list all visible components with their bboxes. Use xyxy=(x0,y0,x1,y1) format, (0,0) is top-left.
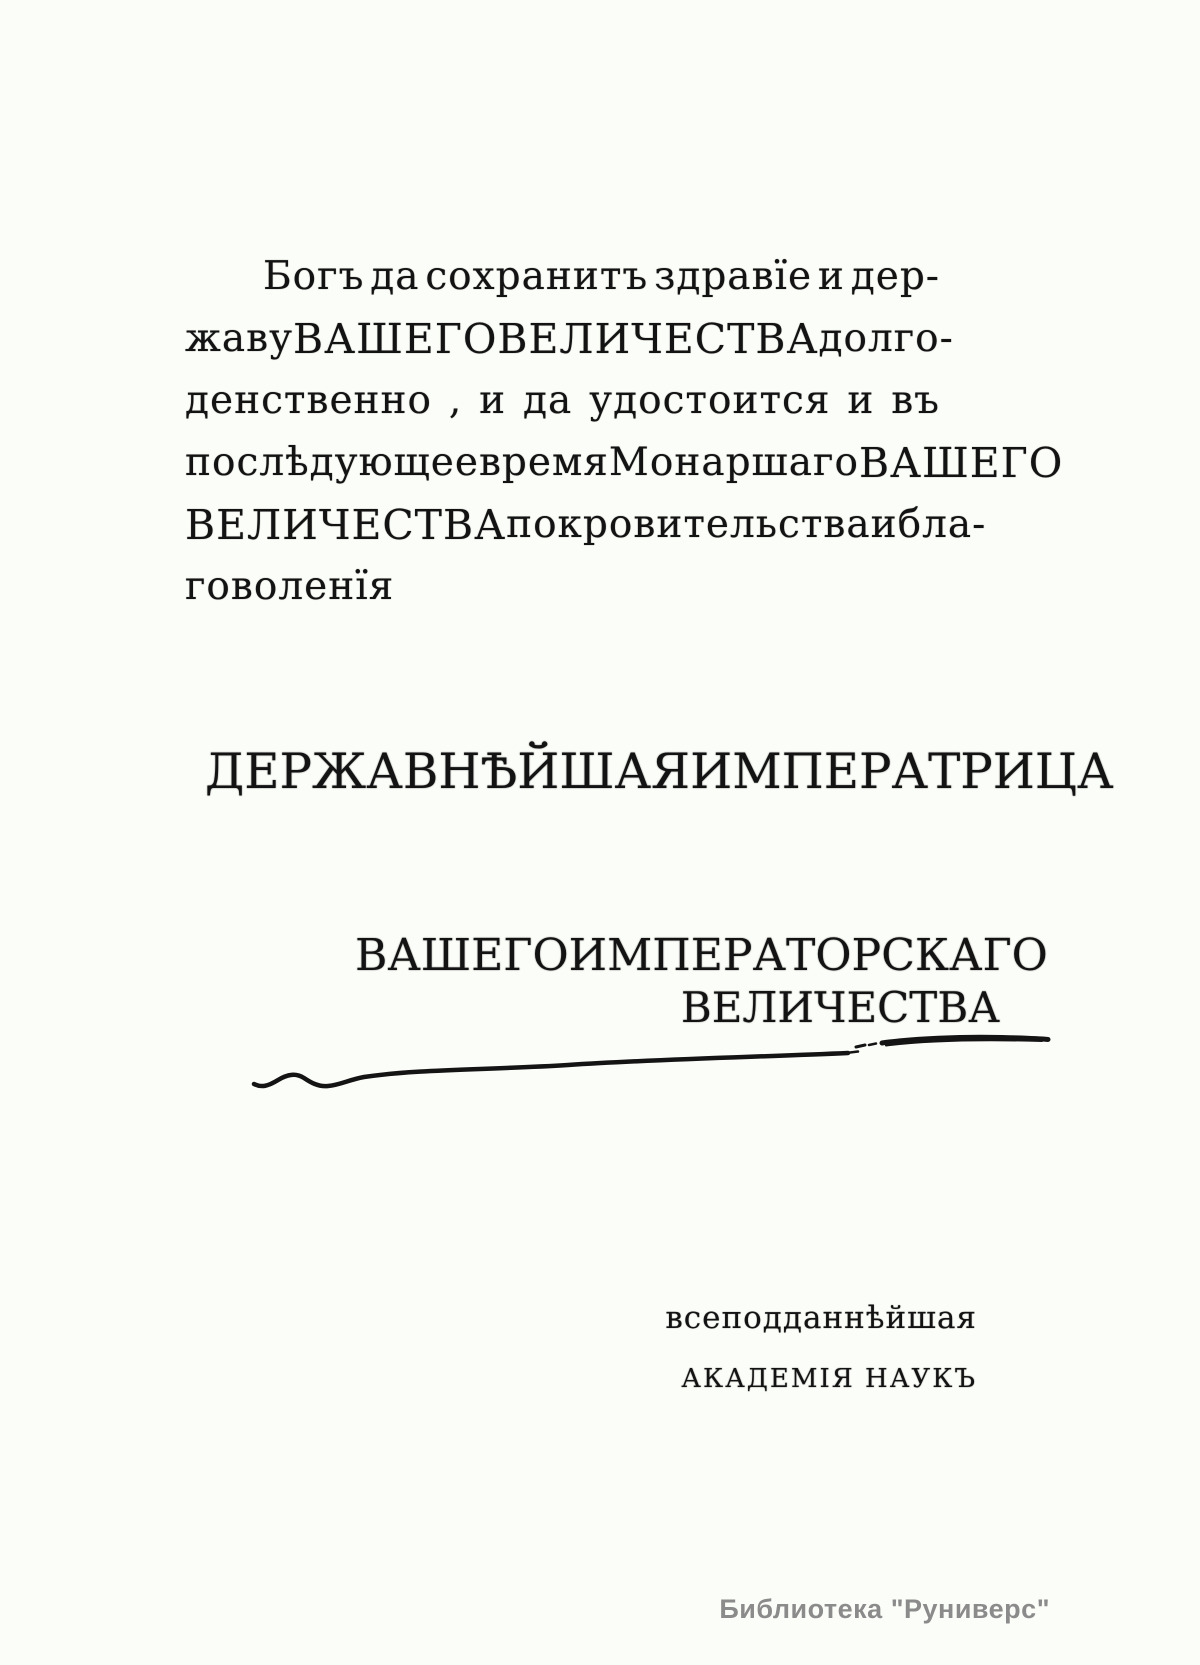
word: ДЕРЖАВНѢЙШАЯ xyxy=(205,744,691,800)
text-line xyxy=(185,432,1064,494)
text-line xyxy=(185,246,940,308)
dedication-paragraph xyxy=(185,246,1064,618)
signature-academy-line: АКАДЕМІЯ НАУКЪ xyxy=(681,1364,977,1394)
word: дер- xyxy=(850,254,940,299)
ink-flourish xyxy=(248,1042,868,1098)
word: Богъ xyxy=(263,254,365,299)
majesty-heading-line1 xyxy=(355,930,1048,982)
text-line xyxy=(185,370,940,432)
word: ВАШЕГО xyxy=(293,315,498,363)
signature-humble-line: всеподданнѣйшая xyxy=(665,1300,977,1336)
word: ИМПЕРАТОРСКАГО xyxy=(568,930,1048,981)
word: сохранитъ xyxy=(425,254,649,299)
word: ИМПЕРАТРИЦА xyxy=(690,744,1114,800)
word: да xyxy=(370,254,420,299)
word: бла- xyxy=(897,502,987,547)
word: , xyxy=(448,378,463,423)
empress-heading xyxy=(205,744,1114,800)
word: и xyxy=(870,502,898,547)
text-line xyxy=(185,308,954,370)
text-line xyxy=(205,744,1114,800)
word: денственно xyxy=(185,378,433,423)
word: удостоится xyxy=(589,378,831,423)
word: ВЕЛИЧЕСТВА xyxy=(497,315,819,363)
word: жаву xyxy=(185,316,294,361)
text-line xyxy=(185,494,987,556)
majesty-heading-line2: ВЕЛИЧЕСТВА xyxy=(680,983,1000,1032)
word: и xyxy=(817,254,845,299)
word: и xyxy=(847,378,875,423)
word: здравїе xyxy=(654,254,813,299)
word: послѣдующее xyxy=(185,440,479,485)
text-line xyxy=(355,930,1048,982)
word: ВАШЕГО xyxy=(858,439,1064,487)
word: ВАШЕГО xyxy=(355,930,569,981)
word: въ xyxy=(891,378,940,423)
word: да xyxy=(523,378,573,423)
ink-underline xyxy=(852,1028,1052,1056)
text-line xyxy=(185,556,940,618)
word: время xyxy=(478,440,609,485)
word: и xyxy=(479,378,507,423)
word: ВЕЛИЧЕСТВА xyxy=(185,501,507,549)
library-watermark: Библиотека "Руниверс" xyxy=(719,1594,1050,1624)
word: покровительства xyxy=(506,502,871,547)
word: Монаршаго xyxy=(608,440,859,485)
word: говоленїя xyxy=(185,564,395,609)
word: долго- xyxy=(818,316,954,361)
